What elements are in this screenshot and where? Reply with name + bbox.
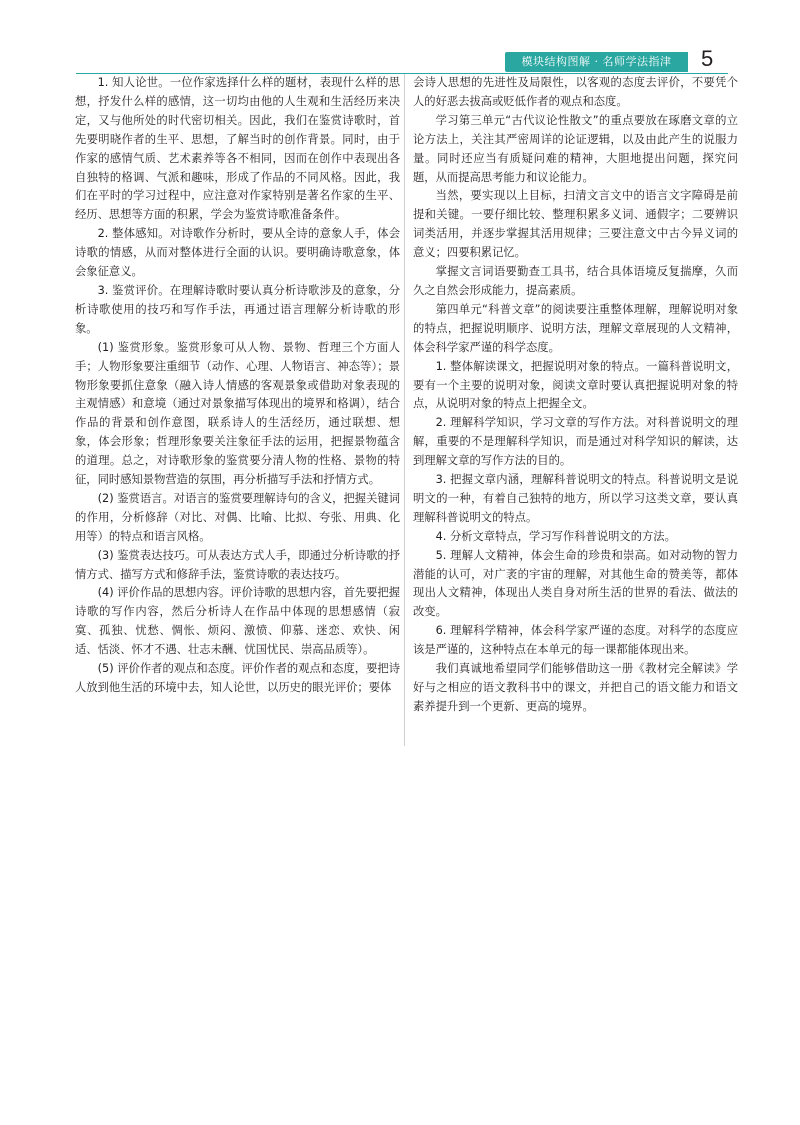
paragraph: 2. 理解科学知识，学习文章的写作方法。对科普说明文的理解，重要的不是理解科学知识，而是通过对科学知识的解读，达到理解文章的写作方法的目的。 [413, 416, 738, 468]
paragraph-continued: 会诗人思想的先进性及局限性，以客观的态度去评价，不要凭个人的好恶去拔高或贬低作者的观点和态度。 [413, 76, 738, 108]
paragraph: 5. 理解人文精神，体会生命的珍贵和崇高。如对动物的智力潜能的认可，对广袤的宇宙的理解，对其他生命的赞美等，都体现出人文精神，体现出人类自身对所生活的世界的看法、做法的改变。 [413, 548, 738, 619]
paragraph: 第四单元“科普文章”的阅读要注重整体理解，理解说明对象的特点，把握说明顺序、说明方法，理解文章展现的人文精神，体会科学家严谨的科学态度。 [413, 302, 738, 354]
paragraph: 4. 分析文章特点，学习写作科普说明文的方法。 [435, 529, 676, 543]
paragraph: 1. 知人论世。一位作家选择什么样的题材，表现什么样的思想，抒发什么样的感情，这一切均由他的人生观和生活经历来决定，又与他所处的时代密切相关。因此，我们在鉴赏诗歌时，首先要明晓作者的生平、思想，了解当时的创作背景。同时，由于作家的感情气质、艺术素养等各不相同，因而在创作中表现出各自独特的格调、气派和趣味，形成了作品的不同风格。因此，我们在平时的学习过程中，应注意对作家特别是著名作家的生平、经历、思想等方面的积累，学会为鉴赏诗歌准备条件。 [75, 76, 400, 222]
paragraph: 1. 整体解读课文，把握说明对象的特点。一篇科普说明文，要有一个主要的说明对象，阅读文章时要认真把握说明对象的特点，从说明对象的特点上把握全文。 [413, 359, 738, 411]
right-column [413, 74, 738, 717]
column-divider [404, 74, 405, 746]
paragraph: 学习第三单元“古代议论性散文”的重点要放在琢磨文章的立论方法上，关注其严密周详的论证逻辑，以及由此产生的说服力量。同时还应当有质疑问难的精神，大胆地提出问题，探究问题，从而提高思考能力和议论能力。 [413, 113, 738, 184]
paragraph: 当然，要实现以上目标，扫清文言文中的语言文字障碍是前提和关键。一要仔细比较、整理积累多义词、通假字；二要辨识词类活用，并逐步掌握其活用规律；三要注意文中古今异义词的意义；四要积累记忆。 [413, 189, 738, 260]
section-banner: 模块结构图解 · 名师学法指津 [505, 52, 688, 72]
paragraph: (2) 鉴赏语言。对语言的鉴赏要理解诗句的含义，把握关键词的作用，分析修辞（对比、对偶、比喻、比拟、夸张、用典、化用等）的特点和语言风格。 [75, 491, 400, 543]
paragraph: 6. 理解科学精神，体会科学家严谨的态度。对科学的态度应该是严谨的，这种特点在本单元的每一课都能体现出来。 [413, 624, 738, 657]
paragraph: 掌握文言词语要勤查工具书，结合具体语境反复揣摩，久而久之自然会形成能力，提高素质。 [413, 265, 738, 297]
paragraph: 我们真诚地希望同学们能够借助这一册《教材完全解读》学好与之相应的语文教科书中的课文，并把自己的语文能力和语文素养提升到一个更新、更高的境界。 [413, 662, 738, 713]
paragraph: (1) 鉴赏形象。鉴赏形象可从人物、景物、哲理三个方面人手；人物形象要注重细节（动作、心理、人物语言、神态等）；景物形象要抓住意象（融入诗人情感的客观景象或借助对象表现的主观情感）和意境（通过对景象描写体现出的境界和格调），结合作品的背景和创作意图，联系诗人的生活经历，通过联想、想象，体会形象；哲理形象要关注象征手法的运用，把握景物蕴含的道理。总之，对诗歌形象的鉴赏要分清人物的性格、景物的特征，同时感知景物营造的氛围，再分析描写手法和抒情方式。 [75, 340, 400, 487]
paragraph: 3. 鉴赏评价。在理解诗歌时要认真分析诗歌涉及的意象，分析诗歌使用的技巧和写作手法，再通过语言理解分析诗歌的形象。 [75, 283, 400, 335]
page-number: 5 [701, 46, 714, 71]
left-column [75, 74, 400, 698]
paragraph: (3) 鉴赏表达技巧。可从表达方式人手，即通过分析诗歌的抒情方式、描写方式和修辞手法，鉴赏诗歌的表达技巧。 [75, 548, 400, 581]
paragraph: (5) 评价作者的观点和态度。评价作者的观点和态度，要把诗人放到他生活的环境中去，知人论世，以历史的眼光评价；要体 [75, 662, 400, 694]
paragraph: (4) 评价作品的思想内容。评价诗歌的思想内容，首先要把握诗歌的写作内容，然后分析诗人在作品中体现的思想感情（寂寞、孤独、忧愁、惆怅、烦闷、激愤、仰慕、迷恋、欢快、闲适、恬淡、怀才不遇、壮志未酬、忧国忧民、崇高品质等）。 [75, 586, 400, 657]
paragraph: 2. 整体感知。对诗歌作分析时，要从全诗的意象人手，体会诗歌的情感，从而对整体进行全面的认识。要明确诗歌意象，体会象征意义。 [75, 227, 400, 279]
paragraph: 3. 把握文章内涵，理解科普说明文的特点。科普说明文是说明文的一种，有着自己独特的地方，所以学习这类文章，要认真理解科普说明文的特点。 [413, 473, 738, 524]
